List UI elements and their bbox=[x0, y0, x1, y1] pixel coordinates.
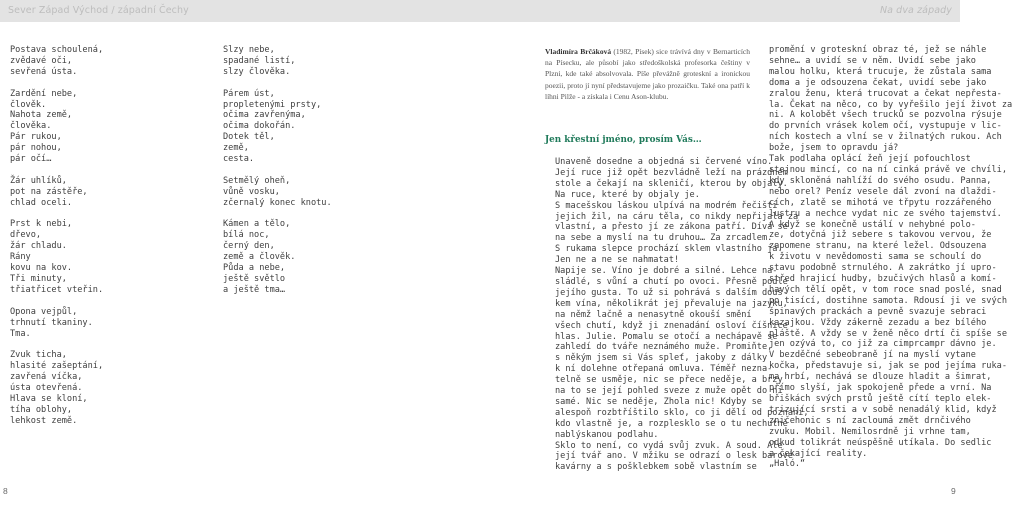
poem-stanza bbox=[10, 219, 130, 295]
story-line: la. Čekat na něco, co by vyřešilo její život za bbox=[769, 99, 1012, 110]
story-line: sehne… a uvidí se v něm. Uvidí sebe jako bbox=[769, 55, 976, 66]
story-line: Jen ne a ne se nahmatat! bbox=[555, 255, 680, 266]
poem-line: člověk. bbox=[10, 99, 47, 110]
poem-line: zvědavé oči, bbox=[10, 55, 73, 66]
story-line: všech chutí, když ji znenadání osloví číšnice bbox=[555, 320, 788, 331]
story-line: ních kostech a vlní se v žilnatých rukou. Ach bbox=[769, 132, 1002, 143]
poem-line: tíha oblohy, bbox=[10, 404, 73, 415]
page-number-right: 9 bbox=[951, 486, 956, 496]
story-line: zahledí do tváře neznámého muže. Promiňte, bbox=[555, 342, 773, 353]
poem-line: sevřená ústa. bbox=[10, 66, 78, 77]
story-line: odkud tolikrát neúspěšně utíkala. Do sedlic bbox=[769, 437, 992, 448]
author-bio bbox=[545, 46, 750, 102]
story-line: ni. A kolobět všech trucků se pozvolna rýsuje bbox=[769, 110, 1002, 121]
story-line: jejího gusta. To už si pohrává s dalším douš- bbox=[555, 287, 788, 298]
poem-line: ještě světlo bbox=[223, 273, 286, 284]
poem-stanza bbox=[10, 89, 130, 165]
poem-line: Žár uhlíků, bbox=[10, 175, 67, 186]
story-line: a čekající reality. bbox=[769, 448, 868, 459]
story-line: Její ruce již opět bezvládně leží na prázdném bbox=[555, 167, 788, 178]
story-line: Napije se. Víno je dobré a silné. Lehce na- bbox=[555, 266, 778, 277]
poem-line: zavřená víčka, bbox=[10, 372, 83, 383]
poem-line: Opona vejpůl, bbox=[10, 306, 78, 317]
poem-line: Dotek těl, bbox=[223, 132, 275, 143]
poem-line: Setmělý oheň, bbox=[223, 175, 291, 186]
poem-line: žár chladu. bbox=[10, 241, 67, 252]
story-line: trizující srsti a v sobě nenadálý klid, když bbox=[769, 404, 997, 415]
poem-line: Postava schoulená, bbox=[10, 45, 104, 55]
story-line: pláště. A vždy se v ženě něco drtí či spíše se bbox=[769, 328, 1007, 339]
story-line: střed hrajicí hudby, bzučivých hlasů a komí- bbox=[769, 274, 997, 285]
story-line: telně se usměje, nic se přece neděje, a brzy bbox=[555, 375, 783, 386]
story-line: kdy skloněná nahlíží do svého osudu. Panna, bbox=[769, 175, 992, 186]
story-line: k životu v nevědomosti sama se schoulí do bbox=[769, 252, 982, 263]
story-line: „Haló.“ bbox=[769, 459, 806, 470]
story-line: S macešskou láskou ulpívá na modrém řečišti bbox=[555, 200, 778, 211]
story-line: Tak podlaha oplácí žeň její pofouchlost bbox=[769, 154, 971, 165]
story-line: ze, dotyčná již sebere s takovou vervou, že bbox=[769, 230, 992, 241]
poem-line: spadané listí, bbox=[223, 55, 296, 66]
story-line: jejich žil, na cáru těla, co nikdy nepřijala za bbox=[555, 211, 799, 222]
author-name: Vladimíra Brčáková bbox=[545, 47, 612, 56]
story-line: doma a je odsouzena čekat, uvidí sebe jako bbox=[769, 77, 987, 88]
story-line: po tisící, dostihne samota. Rdousí ji ve svých bbox=[769, 295, 1007, 306]
poem-line: Pár rukou, bbox=[10, 132, 62, 143]
story-line: promění v groteskní obraz té, jež se náhle bbox=[769, 45, 987, 55]
poem-line: Tma. bbox=[10, 328, 31, 339]
story-line: na sebe a myslí na tu druhou… Za zrcadlem. bbox=[555, 233, 773, 244]
poem-stanza bbox=[223, 219, 373, 295]
story-line: stole a čekají na skleničí, kterou by objaly. bbox=[555, 178, 788, 189]
story-line: havých tělí opět, v tom roce snad poslé, snad bbox=[769, 284, 1002, 295]
story-line: na němž lačně a nenasytně okouší smění bbox=[555, 309, 752, 320]
story-line: její tvář ano. V mžiku se odrazí o lesk barové bbox=[555, 451, 793, 462]
poem-line: černý den, bbox=[223, 241, 275, 252]
poem-line: pot na zástěře, bbox=[10, 186, 88, 197]
story-line: vlastní, a přesto jí ze zákona patří. Dívá se bbox=[555, 222, 788, 233]
poem-line: Prst k nebi, bbox=[10, 219, 73, 230]
author-bio-text: (1982, Písek) sice trávívá dny v Bernarticích na Písecku, ale působí jako středoškolská profesorka češtiny v Plzni, kde také absolvovala. Píše převážně groteskní a ironickou poezii, proto jí nyní představujeme jako prozaičku. Také ona patří k líhni Pilže - a získala i Cenu Ason-klubu. bbox=[545, 47, 751, 101]
story-line: V bezděčné sebeobraně jí na myslí vytane bbox=[769, 350, 976, 361]
story-line: stejnou mincí, co na ní cinká právě ve chvíli, bbox=[769, 164, 1007, 175]
story-line: samé. Nic se neděje, Zhola nic! Kdyby se bbox=[555, 396, 762, 407]
poem-line: země, bbox=[223, 143, 249, 154]
story-line: A když se konečně ustálí v nehybné polo- bbox=[769, 219, 976, 230]
poem-line: Zardění nebe, bbox=[10, 88, 78, 99]
poem-column-right bbox=[223, 45, 373, 307]
left-page-header bbox=[0, 0, 480, 22]
story-line: ma hrbí, nechává se dlouze hladit a šimrat, bbox=[769, 372, 992, 383]
story-line: zničehonic s ní zacloumá změt drnčivého bbox=[769, 415, 971, 426]
poem-line: vůně vosku, bbox=[223, 186, 280, 197]
poem-stanza bbox=[223, 176, 373, 209]
poem-line: lehkost země. bbox=[10, 415, 78, 426]
story-line: kazajkou. Vždy zákerně zezadu a bez bílého bbox=[769, 317, 987, 328]
poem-stanza bbox=[10, 350, 130, 426]
poem-line: bílá noc, bbox=[223, 230, 270, 241]
poem-line: Rány bbox=[10, 252, 31, 263]
story-column-right bbox=[769, 45, 1012, 470]
story-line: zralou ženu, která trucovat a čekat nepřesta- bbox=[769, 88, 1002, 99]
story-line: lustru a nechce vydat nic ze svého tajemství. bbox=[769, 208, 1002, 219]
story-line: kem vína, několikrát jej převaluje na jazyku, bbox=[555, 298, 788, 309]
story-line: alespoň rozbtříštilo sklo, co ji dělí od poznání, bbox=[555, 407, 809, 418]
poem-line: Nahota země, bbox=[10, 110, 73, 121]
story-line: špinavých prackách a pevně svazuje sebraci bbox=[769, 306, 987, 317]
poem-line: očima dokořán. bbox=[223, 121, 296, 132]
poem-line: ústa otevřená. bbox=[10, 383, 83, 394]
poem-line: Kámen a tělo, bbox=[223, 219, 291, 230]
story-line: stavu podobně strnulého. A zakrátko jí upro- bbox=[769, 263, 997, 274]
story-line: nablýskanou podlahu. bbox=[555, 429, 659, 440]
poem-stanza bbox=[10, 176, 130, 209]
poem-line: propletenými prsty, bbox=[223, 99, 322, 110]
story-line: Na ruce, které by objaly je. bbox=[555, 189, 700, 200]
poem-line: Hlava se kloní, bbox=[10, 393, 88, 404]
story-line: bože, jsem to opravdu já? bbox=[769, 143, 899, 154]
poem-line: trhnutí tkaniny. bbox=[10, 317, 93, 328]
poem-line: třiatřicet vteřin. bbox=[10, 284, 104, 295]
poem-line: Půda a nebe, bbox=[223, 263, 286, 274]
story-line: břiškách svých prstů ještě cítí teplo elek- bbox=[769, 394, 992, 404]
poem-stanza bbox=[10, 45, 130, 78]
story-line: hlas. Julie. Pomalu se otočí a nechápavě se bbox=[555, 331, 778, 342]
story-series-title: Na dva západy bbox=[879, 5, 952, 16]
story-line: zapomene stranu, na které ležel. Odsouzena bbox=[769, 241, 987, 252]
section-title: Sever Západ Východ / západní Čechy bbox=[8, 5, 189, 16]
story-line: zvuku. Mobil. Nemilosrdně ji vrhne tam, bbox=[769, 426, 971, 437]
right-page-header bbox=[480, 0, 960, 22]
poem-line: a ještě tma… bbox=[223, 284, 286, 295]
story-line: k ní dolehne otřepaná omluva. Téměř nezna- bbox=[555, 364, 773, 375]
story-title: Jen křestní jméno, prosím Vás… bbox=[545, 135, 702, 145]
poem-column-left bbox=[10, 45, 130, 438]
story-line: nebo orel? Peníz vesele dál zvoní na dlaždi- bbox=[769, 186, 997, 197]
story-line: přímo slyší, jak spokojeně přede a vrní. Na bbox=[769, 383, 992, 394]
poem-line: hlasité zašeptání, bbox=[10, 361, 104, 372]
story-line: sládlé, s vůní a chutí po ovoci. Přesně podle bbox=[555, 276, 788, 287]
story-line: s někým jsem si Vás spleť, jakoby z dálky bbox=[555, 353, 768, 364]
poem-line: cesta. bbox=[223, 154, 255, 165]
story-line: kavárny a s pošklebkem sobě vlastním se bbox=[555, 462, 757, 473]
story-line: kdo vlastně je, a rozplesklo se o tu nechutně bbox=[555, 418, 788, 429]
story-line: S rukama slepce prochází sklem vlastního já. bbox=[555, 244, 783, 255]
story-line: na to se její pohled svezе z muže opět do ni bbox=[555, 386, 783, 397]
poem-line: Zvuk ticha, bbox=[10, 350, 67, 361]
story-line: malou holku, která trucuje, že zůstala sama bbox=[769, 66, 992, 77]
poem-line: slzy člověka. bbox=[223, 66, 291, 77]
poem-line: kovu na kov. bbox=[10, 263, 73, 274]
story-line: Sklo to není, co vydá svůj zvuk. A soud. Ale bbox=[555, 440, 783, 451]
poem-line: zčernalý konec knotu. bbox=[223, 197, 332, 208]
poem-stanza bbox=[10, 307, 130, 340]
poem-line: očima zavřenýma, bbox=[223, 110, 306, 121]
poem-line: pár nohou, bbox=[10, 143, 62, 154]
poem-line: chlad oceli. bbox=[10, 197, 73, 208]
poem-line: Tři minuty, bbox=[10, 273, 67, 284]
page-number-left: 8 bbox=[3, 486, 8, 496]
story-line: do prvních vrásek kolem očí, vystupuje v lic- bbox=[769, 121, 1002, 132]
story-line: cích, zlatě se mihotá ve třpytu rozzářeného bbox=[769, 197, 992, 208]
poem-line: dřevo, bbox=[10, 230, 42, 241]
poem-line: člověka. bbox=[10, 121, 52, 132]
poem-line: Slzy nebe, bbox=[223, 45, 275, 55]
story-line: Unaveně dosedne a objedná si červené víno. bbox=[555, 157, 773, 167]
poem-line: země a člověk. bbox=[223, 252, 296, 263]
poem-stanza bbox=[223, 89, 373, 165]
poem-line: Párem úst, bbox=[223, 88, 275, 99]
story-line: kočka, představuje si, jak se pod jejíma ruka- bbox=[769, 361, 1007, 372]
poem-line: pár očí… bbox=[10, 154, 52, 165]
poem-stanza bbox=[223, 45, 373, 78]
story-line: jen ozývá to, co již za cimprcampr dávno je. bbox=[769, 339, 997, 350]
